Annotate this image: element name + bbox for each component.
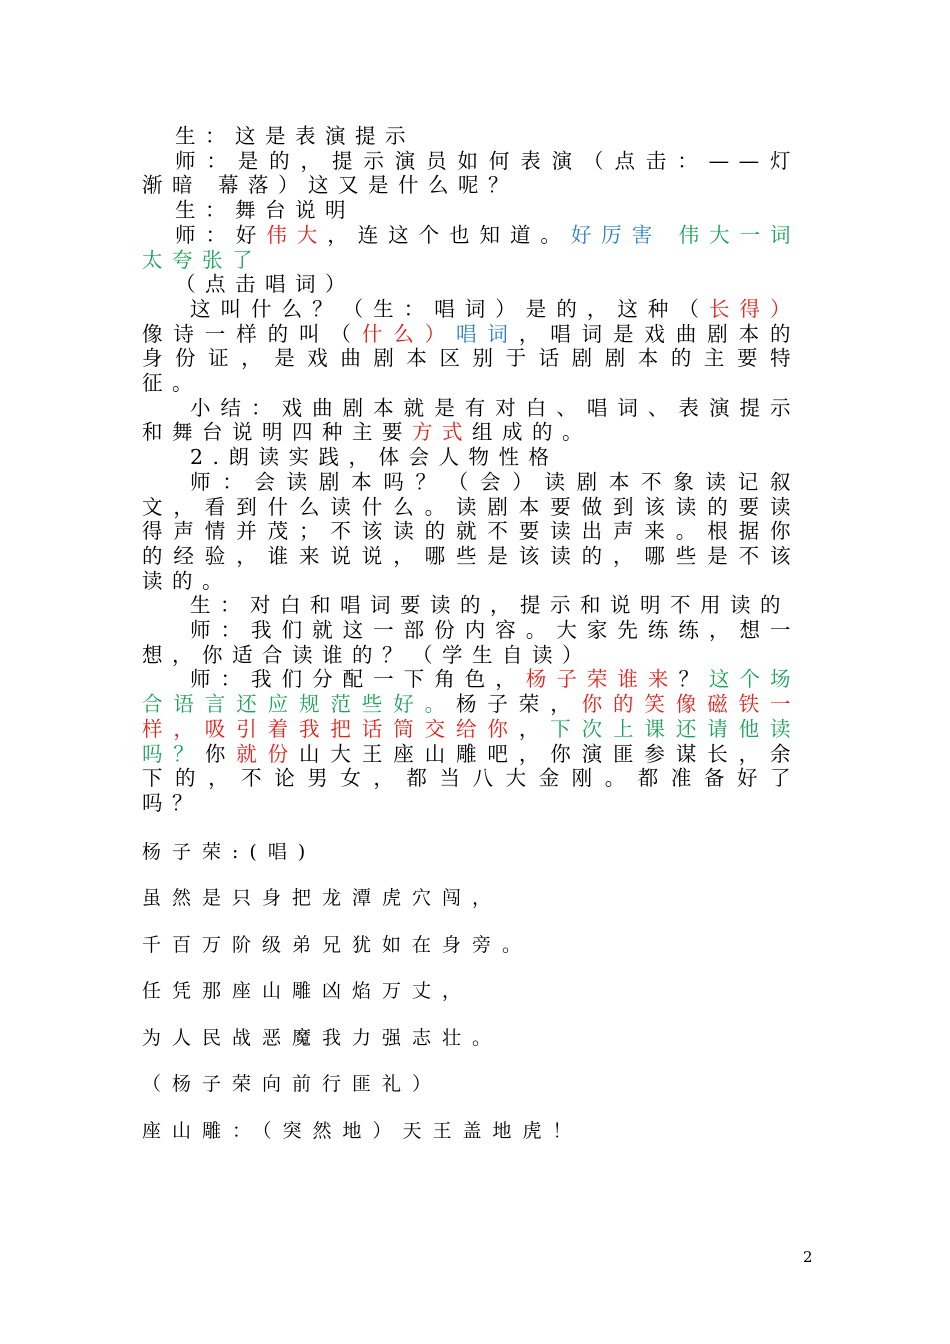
highlighted-text-green: 这个场合语言还应规范些好。 <box>142 667 801 717</box>
spacer <box>142 816 800 840</box>
script-line: 杨子荣:(唱) <box>142 840 317 863</box>
highlighted-text-blue: 好厉害 <box>570 222 679 247</box>
paragraph <box>142 223 800 272</box>
text-run: 2.朗读实践，体会人物性格 <box>190 445 559 470</box>
text-run: 生：对白和唱词要读的，提示和说明不用读的 <box>190 593 790 618</box>
highlighted-text-red: 就份 <box>236 741 300 766</box>
highlighted-text-red: 伟大 <box>266 222 328 247</box>
lesson-transcript <box>142 124 800 1143</box>
page-number: 2 <box>803 1248 813 1266</box>
highlighted-text-green: 下次上课还请他读吗？ <box>142 716 801 766</box>
highlighted-text-red: 什么） <box>361 321 457 346</box>
text-run: ，连这个也知道。 <box>327 222 571 247</box>
script-line: 座山雕：（突然地）天王盖地虎！ <box>142 1119 583 1142</box>
highlighted-text-red: 方式 <box>412 420 472 445</box>
highlighted-text-green: 伟大一词太夸张了 <box>142 222 801 272</box>
paragraph <box>142 396 800 445</box>
paragraph <box>142 445 800 470</box>
script-line: 虽然是只身把龙潭虎穴闯， <box>142 887 503 910</box>
paragraph <box>142 470 800 594</box>
text-run: 生：这是表演提示 <box>175 124 415 148</box>
text-run: 师：是的，提示演员如何表演（点击：——灯渐暗 幕落）这又是什么呢？ <box>142 148 800 198</box>
text-run: 师：我们分配一下角色， <box>190 667 526 692</box>
text-run: ， <box>518 716 551 741</box>
text-run: 师：好 <box>175 222 267 247</box>
script-line: 任凭那座山雕凶焰万丈， <box>142 980 473 1003</box>
text-run: 这叫什么？（生：唱词）是的，这种（ <box>190 296 709 321</box>
highlighted-text-blue: 唱词 <box>456 321 519 346</box>
text-run: 小结：戏曲剧本就是有对白、唱词、表演提示和舞台说明四种主要 <box>142 395 800 445</box>
paragraph <box>142 272 800 297</box>
highlighted-text-red: 杨子荣谁来 <box>525 667 679 692</box>
text-run: 组成的。 <box>472 420 592 445</box>
highlighted-text-red: 长得） <box>708 296 801 321</box>
text-run: ，唱词是戏曲剧本的身份证，是戏曲剧本区别于话剧剧本的主要特征。 <box>142 321 801 396</box>
text-run: （点击唱词） <box>175 272 355 297</box>
paragraph <box>142 198 800 223</box>
script-line: 千百万阶级弟兄犹如在身旁。 <box>142 933 533 956</box>
script-line: 为人民战恶魔我力强志壮。 <box>142 1026 503 1049</box>
text-run: ？ <box>678 667 709 692</box>
text-run: 像诗一样的叫（ <box>142 321 362 346</box>
script-line: （杨子荣向前行匪礼） <box>142 1073 443 1096</box>
text-run: 师：我们就这一部份内容。大家先练练，想一想，你适合读谁的？（学生自读） <box>142 618 800 667</box>
opera-script-excerpt <box>142 840 800 1143</box>
paragraph <box>142 124 800 149</box>
text-run: 山大王座山雕吧，你演匪参谋长，余下的，不论男女，都当八大金刚。都准备好了吗？ <box>142 741 801 815</box>
text-run: 师：会读剧本吗？（会）读剧本不象读记叙文，看到什么读什么。读剧本要做到该读的要读得声情并茂；不该读的就不要读出声来。根据你的经验，谁来说说，哪些是该读的，哪些是不该读的。 <box>142 469 800 593</box>
text-run: 生：舞台说明 <box>175 198 355 223</box>
paragraph <box>142 149 800 198</box>
dialogue-paragraphs <box>142 124 800 816</box>
paragraph <box>142 667 800 815</box>
paragraph <box>142 297 800 396</box>
highlighted-text-red: 你的笑像磁铁一样，吸引着我把话筒交给你 <box>142 692 801 741</box>
paragraph <box>142 618 800 667</box>
text-run: 杨子荣， <box>456 692 582 717</box>
text-run: 你 <box>204 741 237 766</box>
paragraph <box>142 593 800 618</box>
